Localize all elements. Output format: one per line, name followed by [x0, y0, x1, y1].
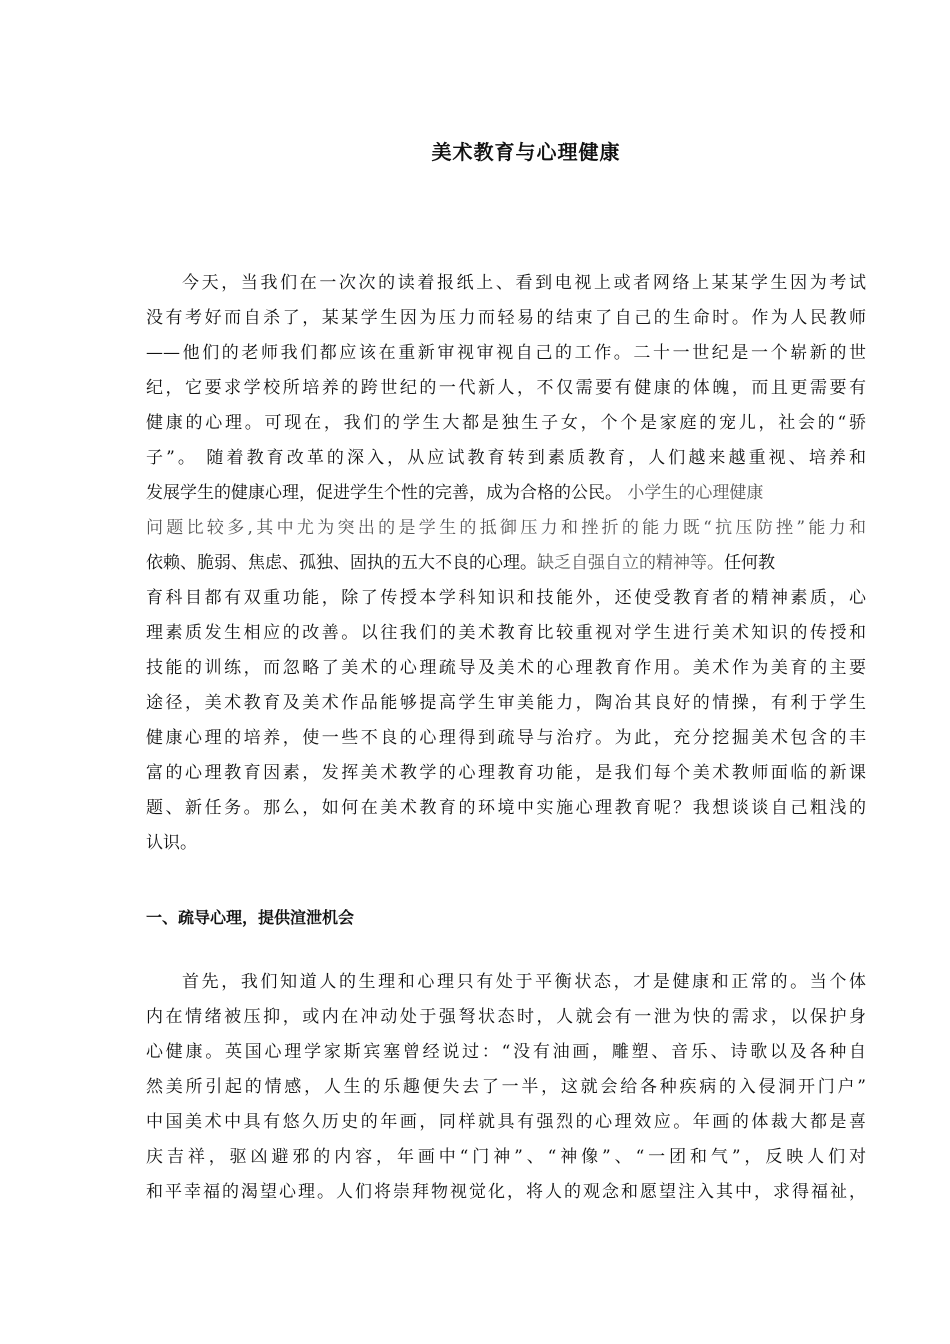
paragraph-line: 今天，当我们在一次次的读着报纸上、看到电视上或者网络上某某学生因为考试	[182, 273, 866, 293]
paragraph-text-gray: 缺乏自强自立的精神等。	[537, 553, 724, 573]
paragraph-line: 富的心理教育因素，发挥美术教学的心理教育功能，是我们每个美术教师面临的新课	[146, 763, 866, 783]
paragraph-1	[146, 266, 866, 861]
document-title: 美术教育与心理健康	[431, 140, 621, 164]
paragraph-2	[146, 965, 866, 1210]
paragraph-line: 问题比较多,其中尤为突出的是学生的抵御压力和挫折的能力既“抗压防挫”能力和	[146, 518, 866, 538]
paragraph-line	[146, 546, 866, 581]
section-heading: 一、疏导心理，提供渲泄机会	[146, 908, 355, 927]
paragraph-line	[146, 476, 866, 511]
paragraph-line: 育科目都有双重功能，除了传授本学科知识和技能外，还使受教育者的精神素质，心	[146, 588, 866, 608]
paragraph-line: 首先，我们知道人的生理和心理只有处于平衡状态，才是健康和正常的。当个体	[182, 972, 866, 992]
paragraph-line: 然美所引起的情感，人生的乐趣便失去了一半，这就会给各种疾病的入侵洞开门户”	[146, 1077, 866, 1097]
paragraph-line: 技能的训练，而忽略了美术的心理疏导及美术的心理教育作用。美术作为美育的主要	[146, 658, 866, 678]
paragraph-line: 健康的心理。可现在，我们的学生大都是独生子女，个个是家庭的宠儿，社会的“骄	[146, 413, 866, 433]
paragraph-line: 和平幸福的渴望心理。人们将崇拜物视觉化，将人的观念和愿望注入其中，求得福祉，	[146, 1182, 866, 1202]
paragraph-line: 健康心理的培养，使一些不良的心理得到疏导与治疗。为此，充分挖掘美术包含的丰	[146, 728, 866, 748]
paragraph-text: 依赖、脆弱、焦虑、孤独、固执的五大不良的心理。	[146, 553, 537, 573]
paragraph-text: 发展学生的健康心理，促进学生个性的完善，成为合格的公民。	[146, 483, 622, 503]
paragraph-line: 心健康。英国心理学家斯宾塞曾经说过：“没有油画，雕塑、音乐、诗歌以及各种自	[146, 1042, 866, 1062]
paragraph-line: 理素质发生相应的改善。以往我们的美术教育比较重视对学生进行美术知识的传授和	[146, 623, 866, 643]
paragraph-line: 题、新任务。那么，如何在美术教育的环境中实施心理教育呢？我想谈谈自己粗浅的	[146, 798, 866, 818]
paragraph-text: 任何教	[724, 553, 775, 573]
paragraph-line: 认识。	[146, 833, 197, 853]
paragraph-text-gray: 小学生的心理健康	[622, 483, 764, 503]
paragraph-line: 途径，美术教育及美术作品能够提高学生审美能力，陶冶其良好的情操，有利于学生	[146, 693, 866, 713]
paragraph-line: ——他们的老师我们都应该在重新审视审视自己的工作。二十一世纪是一个崭新的世	[146, 343, 866, 363]
paragraph-line: 没有考好而自杀了，某某学生因为压力而轻易的结束了自己的生命时。作为人民教师	[146, 308, 866, 328]
paragraph-line: 纪，它要求学校所培养的跨世纪的一代新人，不仅需要有健康的体魄，而且更需要有	[146, 378, 866, 398]
paragraph-line: 子”。 随着教育改革的深入，从应试教育转到素质教育，人们越来越重视、培养和	[146, 448, 866, 468]
paragraph-line: 中国美术中具有悠久历史的年画，同样就具有强烈的心理效应。年画的体裁大都是喜	[146, 1112, 866, 1132]
paragraph-line: 庆吉祥，驱凶避邪的内容，年画中“门神”、“神像”、“一团和气”，反映人们对	[146, 1147, 866, 1167]
paragraph-line: 内在情绪被压抑，或内在冲动处于强弩状态时，人就会有一泄为快的需求，以保护身	[146, 1007, 866, 1027]
